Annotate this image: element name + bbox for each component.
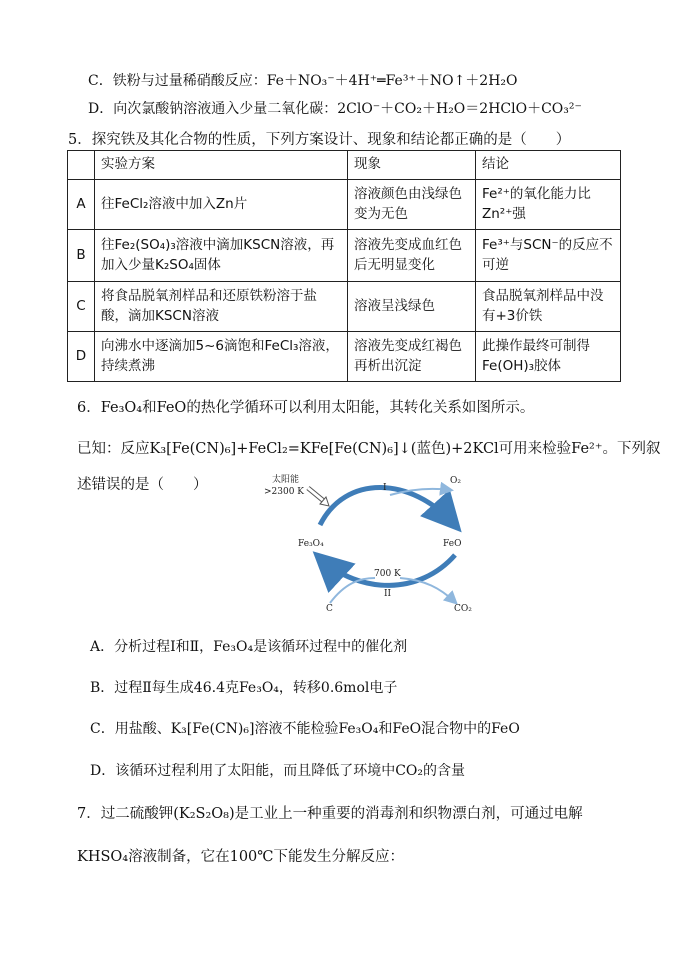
table-header-row <box>68 151 621 180</box>
row-option-label: A <box>68 180 95 230</box>
cycle-diagram <box>250 470 490 615</box>
label-o2: O₂ <box>450 476 461 486</box>
table-header-blank <box>68 151 95 180</box>
q4-option-d: D．向次氯酸钠溶液通入少量二氧化碳：2ClO⁻＋CO₂＋H₂O＝2HClO＋CO₃²⁻ <box>88 101 582 117</box>
q7-line1: 7．过二硫酸钾(K₂S₂O₈)是工业上一种重要的消毒剂和织物漂白剂，可通过电解 <box>77 806 583 822</box>
label-c: C <box>326 604 333 614</box>
row-plan: 向沸水中逐滴加5~6滴饱和FeCl₃溶液，持续煮沸 <box>95 332 348 382</box>
table-header-phenomenon: 现象 <box>348 151 476 180</box>
table-row <box>68 332 621 382</box>
row-phenomenon: 溶液先变成血红色后无明显变化 <box>348 230 476 282</box>
q6-option-d: D．该循环过程利用了太阳能，而且降低了环境中CO₂的含量 <box>90 763 466 779</box>
q5-stem: 5．探究铁及其化合物的性质，下列方案设计、现象和结论都正确的是（ ） <box>68 132 571 148</box>
row-plan: 将食品脱氧剂样品和还原铁粉溶于盐酸，滴加KSCN溶液 <box>95 282 348 332</box>
label-step-ii: II <box>384 589 392 599</box>
q4-option-c: C．铁粉与过量稀硝酸反应：Fe＋NO₃⁻＋4H⁺═Fe³⁺＋NO↑＋2H₂O <box>88 73 518 89</box>
q6-stem: 6．Fe₃O₄和FeO的热化学循环可以利用太阳能，其转化关系如图所示。 <box>77 400 535 416</box>
q6-option-b: B．过程Ⅱ每生成46.4克Fe₃O₄，转移0.6mol电子 <box>90 680 398 696</box>
row-option-label: D <box>68 332 95 382</box>
label-700k: 700 K <box>374 569 401 579</box>
label-feo: FeO <box>443 539 462 549</box>
table-row <box>68 230 621 282</box>
row-option-label: C <box>68 282 95 332</box>
row-conclusion: 食品脱氧剂样品中没有+3价铁 <box>476 282 621 332</box>
q7-line2: KHSO₄溶液制备，它在100℃下能发生分解反应： <box>77 849 405 865</box>
table-header-conclusion: 结论 <box>476 151 621 180</box>
row-option-label: B <box>68 230 95 282</box>
row-conclusion: Fe²⁺的氧化能力比Zn²⁺强 <box>476 180 621 230</box>
row-phenomenon: 溶液先变成红褐色再析出沉淀 <box>348 332 476 382</box>
q6-known-line2: 述错误的是（ ） <box>77 477 208 493</box>
q6-known-line1: 已知：反应K₃[Fe(CN)₆]+FeCl₂=KFe[Fe(CN)₆]↓(蓝色)+2KCl可用来检验Fe²⁺。下列叙 <box>77 441 661 457</box>
label-sun: 太阳能 <box>272 475 300 485</box>
table-header-plan: 实验方案 <box>95 151 348 180</box>
table-row <box>68 282 621 332</box>
row-conclusion: Fe³⁺与SCN⁻的反应不可逆 <box>476 230 621 282</box>
arc-process-i <box>320 488 455 526</box>
row-plan: 往FeCl₂溶液中加入Zn片 <box>95 180 348 230</box>
row-conclusion: 此操作最终可制得Fe(OH)₃胶体 <box>476 332 621 382</box>
label-sun-temp: >2300 K <box>264 487 305 497</box>
q6-option-a: A．分析过程Ⅰ和Ⅱ，Fe₃O₄是该循环过程中的催化剂 <box>90 639 408 655</box>
row-plan: 往Fe₂(SO₄)₃溶液中滴加KSCN溶液，再加入少量K₂SO₄固体 <box>95 230 348 282</box>
row-phenomenon: 溶液呈浅绿色 <box>348 282 476 332</box>
label-fe3o4: Fe₃O₄ <box>298 539 324 549</box>
q5-table <box>67 150 621 382</box>
label-step-i: I <box>383 483 387 493</box>
label-co2: CO₂ <box>454 604 472 614</box>
table-row <box>68 180 621 230</box>
row-phenomenon: 溶液颜色由浅绿色变为无色 <box>348 180 476 230</box>
q6-option-c: C．用盐酸、K₃[Fe(CN)₆]溶液不能检验Fe₃O₄和FeO混合物中的FeO <box>90 721 520 737</box>
